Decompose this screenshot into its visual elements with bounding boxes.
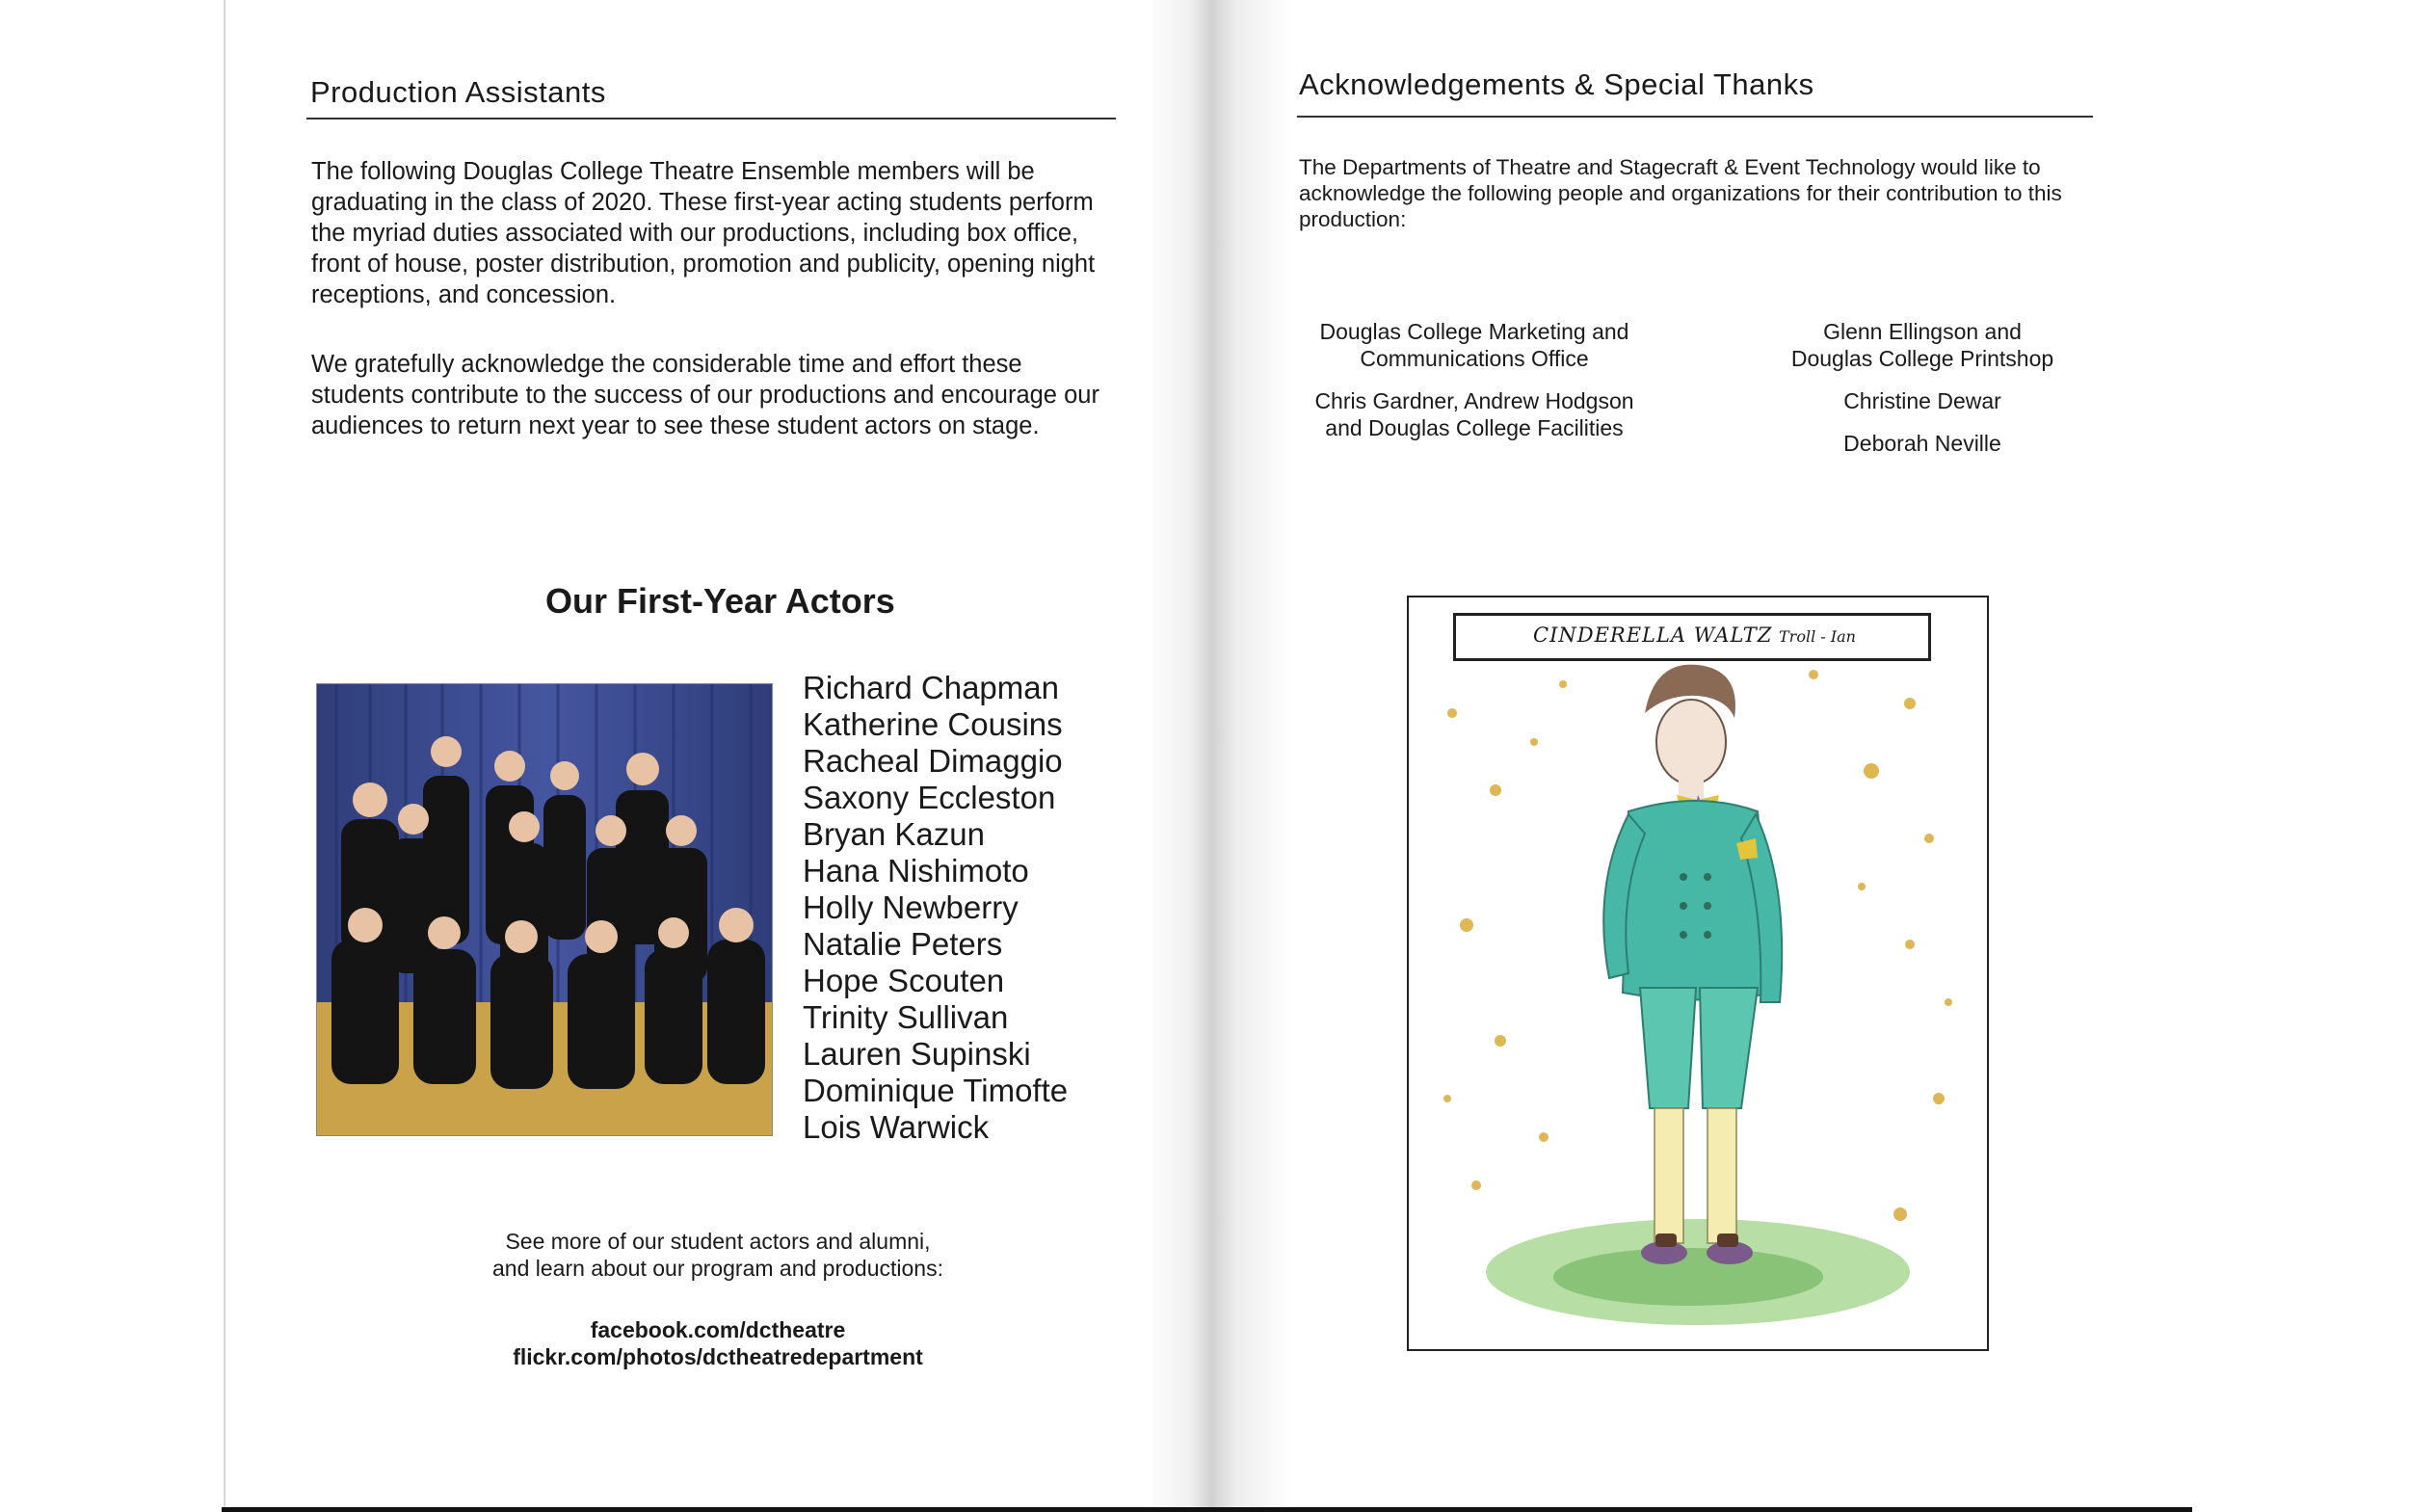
list-item: Trinity Sullivan [803, 999, 1009, 1035]
first-year-actors-title: Our First-Year Actors [545, 581, 895, 621]
thanks-entry [1291, 318, 1657, 372]
list-item: Katherine Cousins [803, 706, 1063, 742]
list-item: Richard Chapman [803, 670, 1059, 705]
thanks-column-right [1744, 318, 2101, 457]
facebook-link[interactable]: facebook.com/dctheatre [590, 1317, 846, 1342]
illustration-title-box [1453, 613, 1931, 661]
thanks-line: Glenn Ellingson and [1823, 319, 2022, 344]
see-more-line: See more of our student actors and alumni, [505, 1229, 931, 1254]
thanks-entry [1744, 430, 2101, 457]
production-assistants-heading: Production Assistants [310, 75, 606, 109]
see-more-line: and learn about our program and productions: [492, 1256, 943, 1281]
acknowledge-paragraph: We gratefully acknowledge the considerable time and effort these students contribute to the success of our productions and encourage our audiences to return next year to see these student actors on stage. [311, 351, 1099, 439]
thanks-line: Douglas College Marketing and [1319, 319, 1629, 344]
see-more-text [366, 1228, 1070, 1282]
list-item: Lois Warwick [803, 1109, 990, 1145]
acknowledgements-heading: Acknowledgements & Special Thanks [1299, 67, 1814, 101]
thanks-entry [1744, 318, 2101, 372]
ensemble-group-photo [316, 683, 773, 1136]
social-links [366, 1316, 1070, 1370]
list-item: Bryan Kazun [803, 816, 985, 852]
thanks-line: Deborah Neville [1843, 431, 2001, 456]
heading-rule [306, 118, 1116, 119]
thanks-column-left [1291, 318, 1657, 441]
list-item: Hana Nishimoto [803, 853, 1029, 889]
acknowledgements-intro: The Departments of Theatre and Stagecraft & Event Technology would like to acknowledge the following people and organizations for their contribution to this production: [1299, 155, 2062, 231]
thanks-line: and Douglas College Facilities [1325, 415, 1624, 440]
page-bottom-edge [222, 1507, 2192, 1512]
list-item: Lauren Supinski [803, 1036, 1031, 1072]
intro-paragraph: The following Douglas College Theatre Ensemble members will be graduating in the class of 2020. These first-year acting students perform the myriad duties associated with our productions, including box office, front of house, poster distribution, promotion and publicity, opening night receptions, and concession. [311, 158, 1096, 308]
list-item: Natalie Peters [803, 926, 1003, 962]
thanks-entry [1744, 387, 2101, 414]
thanks-entry [1291, 387, 1657, 441]
list-item: Saxony Eccleston [803, 780, 1056, 815]
illustration-title: CINDERELLA WALTZ [1533, 623, 1773, 647]
actor-list [803, 670, 1068, 1146]
thanks-line: Chris Gardner, Andrew Hodgson [1314, 388, 1634, 413]
list-item: Dominique Timofte [803, 1073, 1069, 1108]
illustration-subtitle: Troll - Ian [1779, 627, 1856, 646]
heading-rule [1297, 116, 2093, 118]
costume-illustration [1407, 596, 1989, 1351]
thanks-line: Christine Dewar [1843, 388, 2001, 413]
list-item: Racheal Dimaggio [803, 743, 1063, 779]
thanks-line: Communications Office [1360, 346, 1589, 371]
flickr-link[interactable]: flickr.com/photos/dctheatredepartment [513, 1344, 923, 1369]
list-item: Hope Scouten [803, 963, 1005, 998]
thanks-line: Douglas College Printshop [1790, 346, 2054, 371]
list-item: Holly Newberry [803, 889, 1019, 925]
